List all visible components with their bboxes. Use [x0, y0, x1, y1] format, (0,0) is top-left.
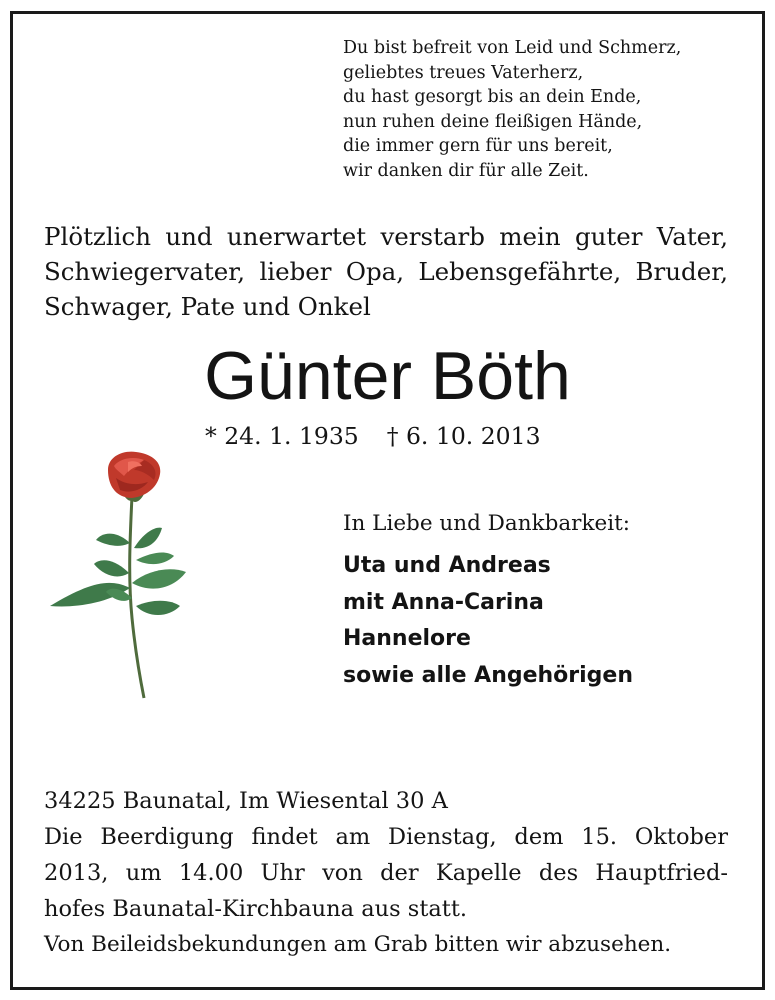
intro-line: Schwager, Pate und Onkel: [44, 292, 371, 321]
poem-line: Du bist befreit von Leid und Schmerz,: [343, 38, 682, 58]
mourner-name: Uta und Andreas: [343, 553, 551, 578]
condolence-note: Von Beileidsbekundungen am Grab bitten wir abzusehen.: [44, 932, 672, 957]
address: 34225 Baunatal, Im Wiesental 30 A: [44, 788, 448, 814]
intro-text: [44, 219, 728, 324]
poem-line: die immer gern für uns bereit,: [343, 136, 613, 157]
poem: [343, 36, 681, 184]
death-date: † 6. 10. 2013: [386, 422, 541, 450]
mourner-name: sowie alle Angehörigen: [343, 662, 634, 688]
birth-date: * 24. 1. 1935: [205, 422, 359, 450]
funeral-line: Die Beerdigung findet am Dienstag, dem 15. Oktober: [44, 824, 728, 850]
red-rose-icon: [44, 448, 204, 703]
funeral-line: 2013, um 14.00 Uhr von der Kapelle des Hauptfried-: [44, 860, 728, 886]
intro-line: Plötzlich und unerwartet verstarb mein guter Vater,: [44, 222, 728, 251]
poem-line: du hast gesorgt bis an dein Ende,: [343, 87, 642, 108]
deceased-name: Günter Böth: [204, 338, 571, 414]
intro-line: Schwiegervater, lieber Opa, Lebensgefährte, Bruder,: [44, 257, 728, 286]
mourners-list: [343, 548, 633, 694]
poem-line: nun ruhen deine fleißigen Hände,: [343, 111, 643, 132]
funeral-details: [44, 783, 728, 963]
life-dates: [205, 420, 541, 452]
mourner-name: Hannelore: [343, 626, 471, 651]
mourners-intro: In Liebe und Dankbarkeit:: [343, 511, 630, 536]
funeral-line: hofes Baunatal-Kirchbauna aus statt.: [44, 896, 468, 922]
poem-line: geliebtes treues Vaterherz,: [343, 62, 584, 83]
poem-line: wir danken dir für alle Zeit.: [343, 160, 589, 181]
mourner-name: mit Anna-Carina: [343, 589, 544, 615]
